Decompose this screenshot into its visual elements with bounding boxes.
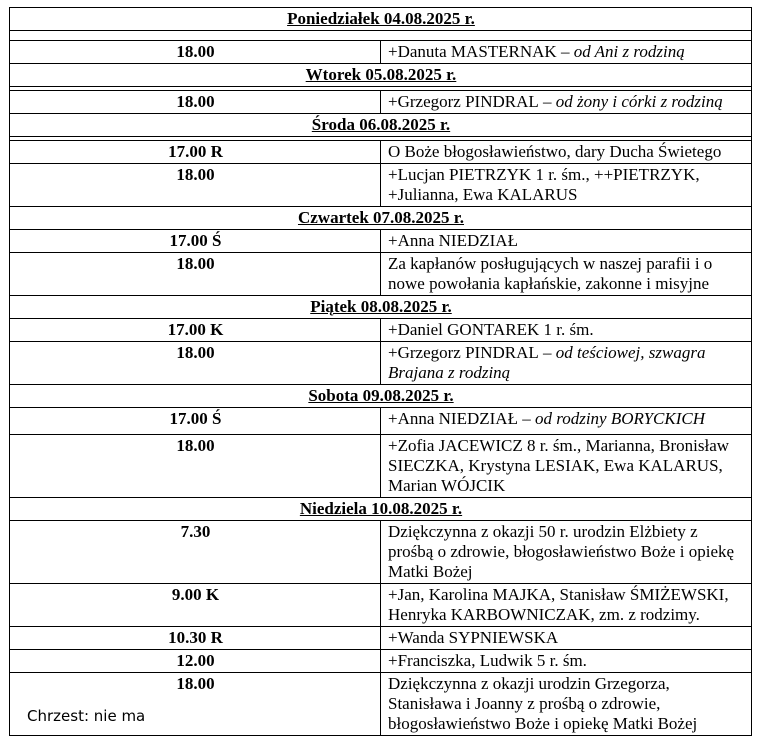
mass-intention [381,650,752,673]
intention-dedication: – od żony i córki z rodziną [538,92,723,111]
mass-time: 18.00 [10,342,381,385]
mass-time: 17.00 Ś [10,230,381,253]
mass-row [10,650,752,673]
mass-time: 18.00 [10,673,381,736]
intention-text: +Lucjan PIETRZYK 1 r. śm., ++PIETRZYK, +Julianna, Ewa KALARUS [388,165,700,204]
mass-row [10,521,752,584]
mass-intention [381,584,752,627]
mass-time: 18.00 [10,41,381,64]
mass-time: 9.00 K [10,584,381,627]
intention-text: +Daniel GONTAREK 1 r. śm. [388,320,594,339]
intention-text: +Grzegorz PINDRAL [388,343,539,362]
day-header-row [10,8,752,31]
intention-text: +Anna NIEDZIAŁ [388,231,518,250]
mass-time: 18.00 [10,91,381,114]
mass-row [10,408,752,435]
intention-text: +Zofia JACEWICZ 8 r. śm., Marianna, Bronisław SIECZKA, Krystyna LESIAK, Ewa KALARUS, Marian WÓJCIK [388,436,730,495]
day-header: Środa 06.08.2025 r. [10,114,752,137]
day-header-row [10,64,752,87]
mass-time: 17.00 K [10,319,381,342]
mass-intention [381,408,752,435]
mass-intention [381,253,752,296]
mass-intention [381,164,752,207]
day-header-row [10,296,752,319]
mass-row [10,584,752,627]
intention-dedication: – od rodziny BORYCKICH [517,409,705,428]
day-header-row [10,498,752,521]
intention-text: +Anna NIEDZIAŁ [388,409,518,428]
mass-time: 12.00 [10,650,381,673]
mass-time: 17.00 R [10,141,381,164]
mass-time: 18.00 [10,435,381,498]
mass-time: 18.00 [10,253,381,296]
mass-row [10,91,752,114]
intention-text: Za kapłanów posługujących w naszej parafii i o nowe powołania kapłańskie, zakonne i misyjne [388,254,713,293]
mass-time: 18.00 [10,164,381,207]
mass-row [10,342,752,385]
mass-row [10,673,752,736]
mass-time: 17.00 Ś [10,408,381,435]
mass-intention [381,342,752,385]
mass-row [10,253,752,296]
intention-dedication: – od Ani z rodziną [556,42,685,61]
mass-intention [381,91,752,114]
mass-intention [381,41,752,64]
mass-intention [381,141,752,164]
day-header-row [10,114,752,137]
intention-text: +Grzegorz PINDRAL [388,92,539,111]
gap-row [10,31,752,41]
intention-text: +Franciszka, Ludwik 5 r. śm. [388,651,587,670]
mass-row [10,627,752,650]
mass-intention [381,435,752,498]
mass-row [10,435,752,498]
baptism-note: Chrzest: nie ma [27,707,146,725]
mass-row [10,141,752,164]
intention-text: Dziękczynna z okazji urodzin Grzegorza, Stanisława i Joanny z prośbą o zdrowie, błogosławieństwo Boże i opiekę Matki Bożej [388,674,698,733]
day-header-row [10,385,752,408]
day-header: Czwartek 07.08.2025 r. [10,207,752,230]
intention-text: +Wanda SYPNIEWSKA [388,628,559,647]
day-header: Sobota 09.08.2025 r. [10,385,752,408]
mass-row [10,319,752,342]
intention-text: +Jan, Karolina MAJKA, Stanisław ŚMIŻEWSKI, Henryka KARBOWNICZAK, zm. z rodzimy. [388,585,729,624]
mass-intention [381,230,752,253]
mass-time: 7.30 [10,521,381,584]
mass-row [10,41,752,64]
intention-text: Dziękczynna z okazji 50 r. urodzin Elżbiety z prośbą o zdrowie, błogosławieństwo Boże i opiekę Matki Bożej [388,522,735,581]
mass-row [10,230,752,253]
day-header: Wtorek 05.08.2025 r. [10,64,752,87]
mass-schedule-table [9,7,752,736]
intention-text: O Boże błogosławieństwo, dary Ducha Świetego [388,142,722,161]
gap-cell [10,31,752,41]
day-header-row [10,207,752,230]
intention-text: +Danuta MASTERNAK [388,42,557,61]
mass-row [10,164,752,207]
day-header: Piątek 08.08.2025 r. [10,296,752,319]
day-header: Poniedziałek 04.08.2025 r. [10,8,752,31]
mass-intention [381,319,752,342]
mass-intention [381,521,752,584]
mass-intention [381,627,752,650]
day-header: Niedziela 10.08.2025 r. [10,498,752,521]
mass-intention [381,673,752,736]
mass-time: 10.30 R [10,627,381,650]
intention-dedication: – od teściowej, szwagra Brajana z rodziną [388,343,706,382]
